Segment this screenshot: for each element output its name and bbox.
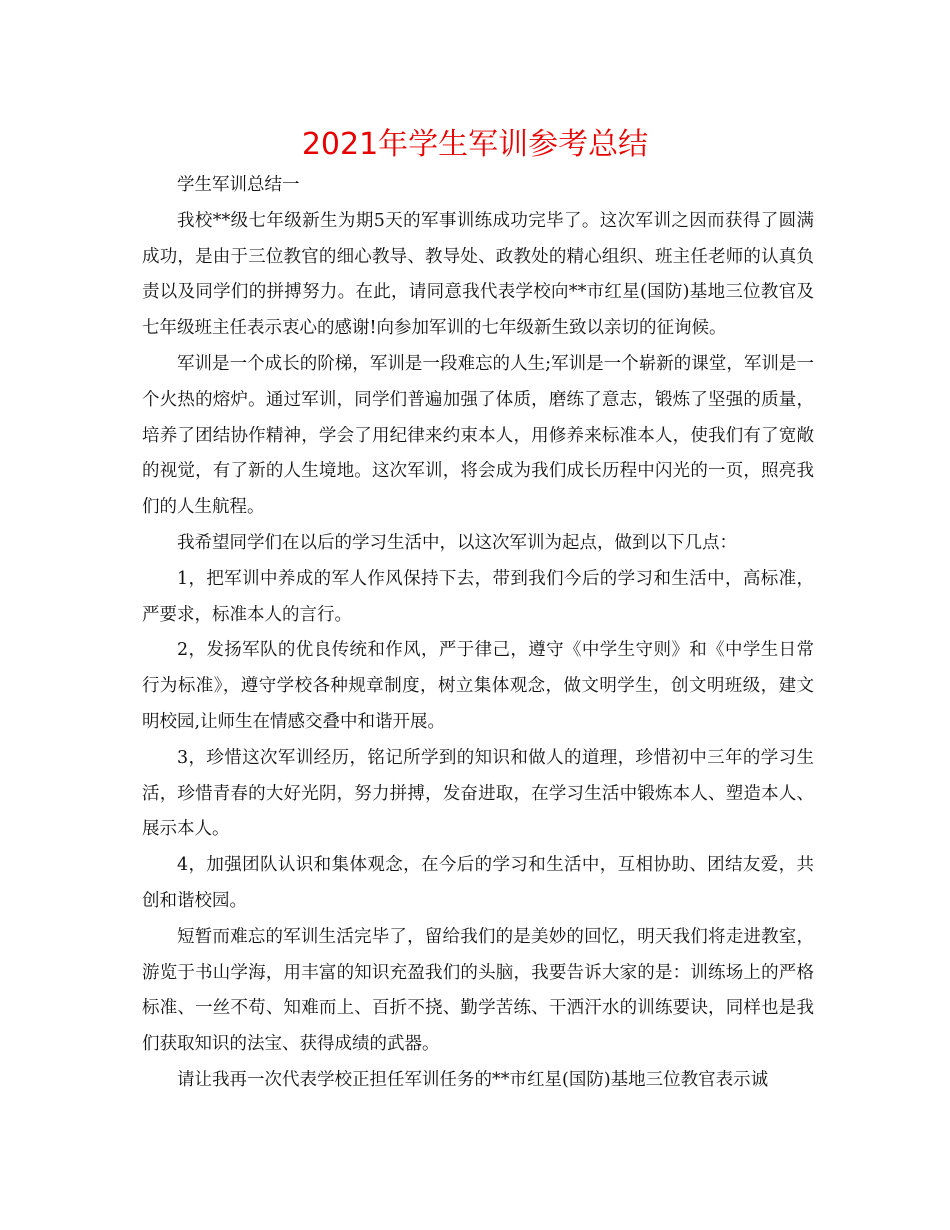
- document-title: 2021年学生军训参考总结: [301, 127, 649, 162]
- list-paragraph: 1，把军训中养成的军人作风保持下去，带到我们今后的学习和生活中，高标准，严要求，标准本人的言行。: [142, 568, 814, 625]
- body-paragraph: 请让我再一次代表学校正担任军训任务的**市红星(国防)基地三位教官表示诚: [177, 1069, 769, 1090]
- list-paragraph: 2，发扬军队的优良传统和作风，严于律己，遵守《中学生守则》和《中学生日常行为标准》，遵守学校各种规章制度，树立集体观念，做文明学生，创文明班级，建文明校园,让师生在情感交叠中和谐开展。: [142, 640, 814, 732]
- document-body: [142, 168, 814, 1099]
- body-paragraph: 短暂而难忘的军训生活完毕了，留给我们的是美妙的回忆，明天我们将走进教室，游览于书山学海，用丰富的知识充盈我们的头脑，我要告诉大家的是：训练场上的严格标准、一丝不苟、知难而上、百折不挠、勤学苦练、干洒汗水的训练要诀，同样也是我们获取知识的法宝、获得成绩的武器。: [142, 926, 814, 1055]
- section-subheading: 学生军训总结一: [177, 175, 300, 195]
- list-paragraph: 3，珍惜这次军训经历，铭记所学到的知识和做人的道理，珍惜初中三年的学习生活，珍惜青春的大好光阴，努力拼搏，发奋进取，在学习生活中锻炼本人、塑造本人、展示本人。: [142, 747, 814, 840]
- body-paragraph: 我校**级七年级新生为期5天的军事训练成功完毕了。这次军训之因而获得了圆满成功，是由于三位教官的细心教导、教导处、政教处的精心组织、班主任老师的认真负责以及同学们的拼搏努力。在此，请同意我代表学校向**市红星(国防)基地三位教官及七年级班主任表示衷心的感谢!向参加军训的七年级新生致以亲切的征询候。: [142, 210, 814, 339]
- body-paragraph: 我希望同学们在以后的学习生活中，以这次军训为起点，做到以下几点：: [177, 532, 737, 553]
- body-paragraph: 军训是一个成长的阶梯，军训是一段难忘的人生;军训是一个崭新的课堂，军训是一个火热的熔炉。通过军训，同学们普遍加强了体质，磨练了意志，锻炼了坚强的质量，培养了团结协作精神，学会了用纪律来约束本人，用修养来标准本人，使我们有了宽敞的视觉，有了新的人生境地。这次军训，将会成为我们成长历程中闪光的一页，照亮我们的人生航程。: [142, 353, 814, 518]
- list-paragraph: 4，加强团队认识和集体观念，在今后的学习和生活中，互相协助、团结友爱，共创和谐校园。: [142, 855, 814, 911]
